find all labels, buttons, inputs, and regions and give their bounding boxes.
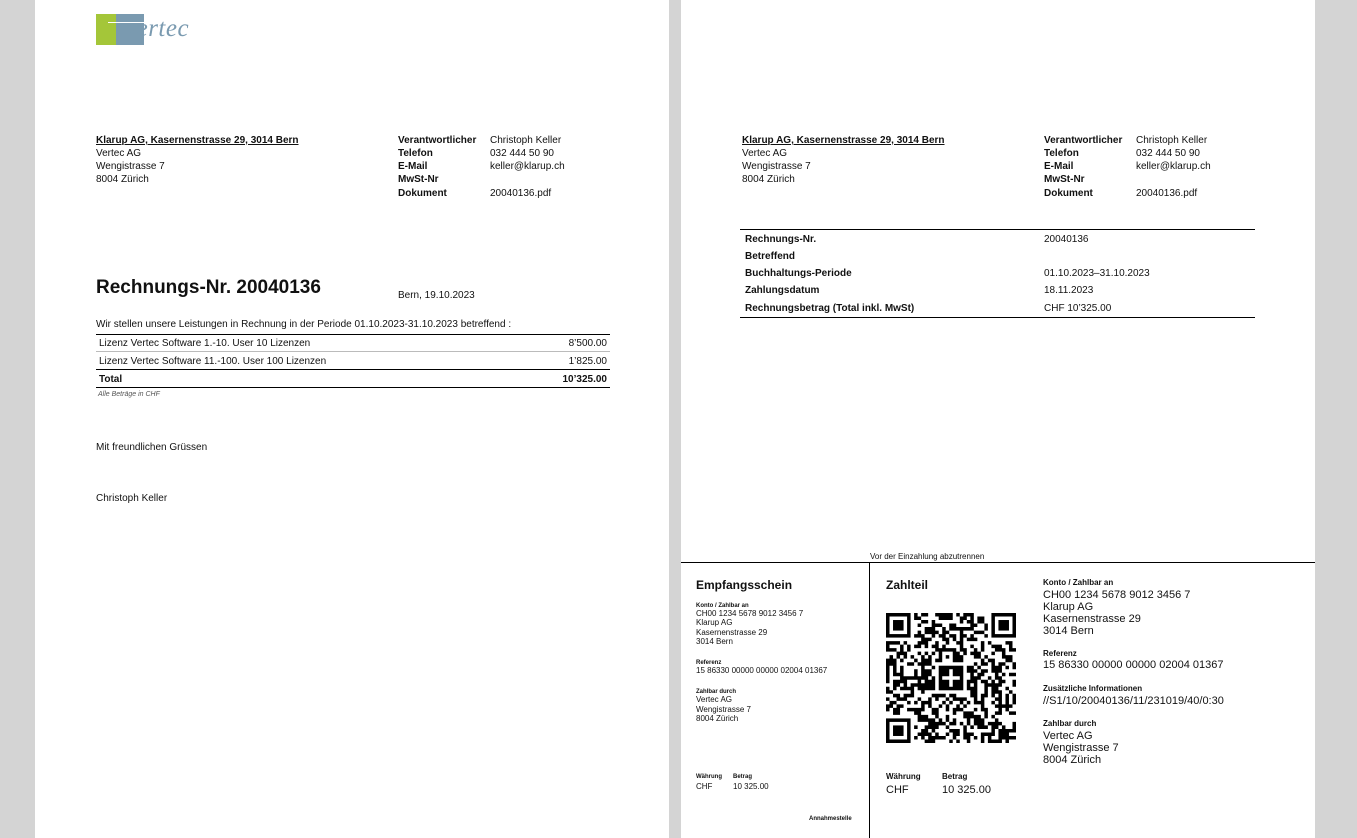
row-divider [96,351,610,352]
info-value[interactable]: keller@klarup.ch [490,161,565,172]
table-top-rule [96,334,610,335]
info-value[interactable]: keller@klarup.ch [1136,161,1211,172]
info-label: MwSt-Nr [1044,174,1085,185]
receipt-payer-line: Vertec AG [696,695,733,704]
receipt-title: Empfangsschein [696,578,793,592]
info-label: Dokument [1044,188,1093,199]
summary-value: 20040136 [1044,234,1089,245]
summary-label: Rechnungsbetrag (Total inkl. MwSt) [745,303,915,314]
line-item-amount: 1’825.00 [568,356,607,367]
summary-label: Buchhaltungs-Periode [745,268,852,279]
info-label: Telefon [398,148,433,159]
recipient-name: Vertec AG [96,148,142,159]
receipt-payer-label: Zahlbar durch [696,689,737,695]
receipt-currency: CHF [696,782,713,791]
info-label: Verantwortlicher [398,135,477,146]
receipt-divider-line[interactable] [869,562,870,838]
recipient-street: Wengistrasse 7 [96,161,165,172]
summary-value: 01.10.2023–31.10.2023 [1044,268,1150,279]
sender-line: Klarup AG, Kasernenstrasse 29, 3014 Bern [742,135,945,146]
summary-label: Betreffend [745,251,796,262]
receipt-acceptance-label: Annahmestelle [809,816,852,822]
receipt-currency-label: Währung [696,774,722,780]
payment-account-line: 3014 Bern [1043,625,1094,637]
signature: Christoph Keller [96,493,168,504]
currency-note: Alle Beträge in CHF [98,391,160,398]
payment-account-line: Kasernenstrasse 29 [1043,613,1141,625]
recipient-name: Vertec AG [742,148,788,159]
receipt-payer-line: 8004 Zürich [696,714,739,723]
receipt-account-line: 3014 Bern [696,637,733,646]
invoice-intro: Wir stellen unsere Leistungen in Rechnung in der Periode 01.10.2023-31.10.2023 betreffend : [96,319,512,330]
receipt-payer-line: Wengistrasse 7 [696,705,751,714]
payment-payer-label: Zahlbar durch [1043,719,1097,728]
payment-additional-label: Zusätzliche Informationen [1043,684,1143,693]
invoice-page [35,0,669,838]
summary-value: CHF 10’325.00 [1044,303,1112,314]
invoice-title: Rechnungs-Nr. 20040136 [96,277,321,298]
info-value: Christoph Keller [490,135,562,146]
payment-title: Zahlteil [886,578,929,592]
swiss-qr-code [886,613,1016,743]
total-bottom-rule [96,387,610,388]
payment-account-line: Klarup AG [1043,601,1094,613]
info-value: 032 444 50 90 [1136,148,1200,159]
recipient-city: 8004 Zürich [96,174,149,185]
payment-payer-line: Wengistrasse 7 [1043,742,1119,754]
info-value: 20040136.pdf [490,188,552,199]
payment-page [681,0,1315,838]
receipt-account-line: CH00 1234 5678 9012 3456 7 [696,609,804,618]
receipt-account-line: Kasernenstrasse 29 [696,628,768,637]
payment-account-line: CH00 1234 5678 9012 3456 7 [1043,589,1191,601]
receipt-amount: 10 325.00 [733,782,769,791]
total-amount: 10’325.00 [562,374,607,385]
line-item-amount: 8’500.00 [568,338,607,349]
summary-top-rule [740,229,1255,230]
logo-green-square [96,14,116,45]
summary-label: Zahlungsdatum [745,285,820,296]
recipient-street: Wengistrasse 7 [742,161,811,172]
receipt-account-label: Konto / Zahlbar an [696,603,749,609]
payment-amount: 10 325.00 [942,784,991,796]
greeting: Mit freundlichen Grüssen [96,442,208,453]
info-label: E-Mail [398,161,428,172]
info-value: 032 444 50 90 [490,148,554,159]
payment-payer-line: 8004 Zürich [1043,754,1102,766]
receipt-amount-label: Betrag [733,774,753,780]
payment-account-label: Konto / Zahlbar an [1043,578,1114,587]
payment-amount-label: Betrag [942,772,968,781]
info-label: Telefon [1044,148,1079,159]
line-item-desc: Lizenz Vertec Software 11.-100. User 100 Lizenzen [99,356,327,367]
info-label: Verantwortlicher [1044,135,1123,146]
summary-value: 18.11.2023 [1044,285,1094,296]
summary-label: Rechnungs-Nr. [745,234,817,245]
payment-currency-label: Währung [886,772,921,781]
summary-bottom-rule [740,317,1255,318]
recipient-city: 8004 Zürich [742,174,795,185]
payment-reference: 15 86330 00000 00000 02004 01367 [1043,659,1224,671]
logo-text: vertec [125,15,190,42]
payment-reference-label: Referenz [1043,649,1077,658]
line-item-desc: Lizenz Vertec Software 1.-10. User 10 Lizenzen [99,338,311,349]
receipt-reference: 15 86330 00000 00000 02004 01367 [696,666,828,675]
info-label: E-Mail [1044,161,1074,172]
total-top-rule [96,369,610,370]
separator-text: Vor der Einzahlung abzutrennen [870,552,985,561]
payment-additional: //S1/10/20040136/11/231019/40/0:30 [1043,695,1224,707]
payment-currency: CHF [886,784,909,796]
info-value: Christoph Keller [1136,135,1208,146]
slip-separator-line[interactable] [681,562,1315,563]
receipt-account-line: Klarup AG [696,618,733,627]
info-label: MwSt-Nr [398,174,439,185]
invoice-date: Bern, 19.10.2023 [398,290,475,301]
payment-payer-line: Vertec AG [1043,730,1093,742]
sender-line: Klarup AG, Kasernenstrasse 29, 3014 Bern [96,135,299,146]
total-label: Total [99,374,123,385]
info-label: Dokument [398,188,447,199]
info-value: 20040136.pdf [1136,188,1198,199]
receipt-reference-label: Referenz [696,660,722,666]
